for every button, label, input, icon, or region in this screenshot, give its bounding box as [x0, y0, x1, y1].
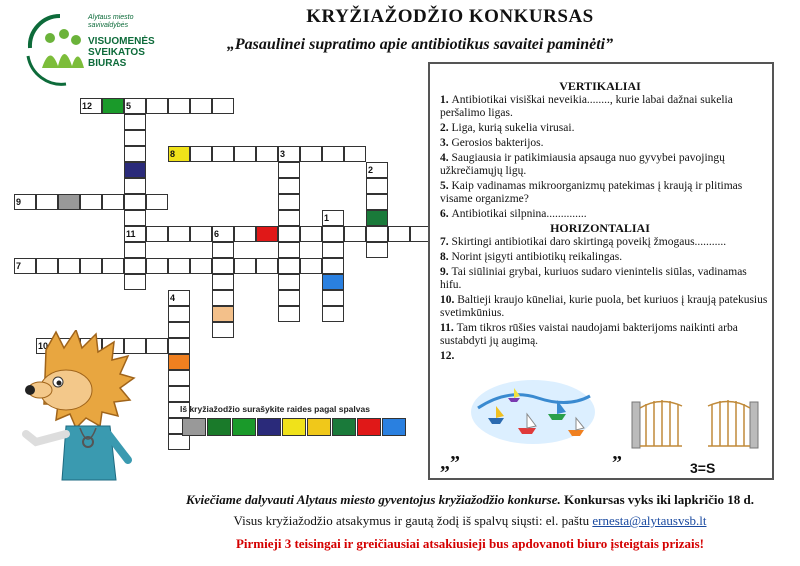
clue-number: 7 [16, 261, 22, 271]
crossword-cell[interactable] [124, 210, 146, 226]
crossword-cell[interactable] [146, 194, 168, 210]
clue-number: 4 [170, 293, 176, 303]
crossword-cell[interactable] [212, 242, 234, 258]
clue-number: 9 [16, 197, 22, 207]
crossword-cell[interactable] [124, 114, 146, 130]
crossword-cell[interactable] [124, 162, 146, 178]
crossword-cell[interactable] [190, 98, 212, 114]
crossword-cell[interactable] [102, 194, 124, 210]
crossword-cell[interactable] [388, 226, 410, 242]
clue-item: 7. Skirtingi antibiotikai daro skirtingą poveikį žmogaus........... [440, 236, 727, 248]
clue-number: 5 [126, 101, 132, 111]
crossword-cell[interactable] [168, 370, 190, 386]
crossword-cell[interactable] [234, 226, 256, 242]
logo-name-text: VISUOMENĖS SVEIKATOS BIURAS [88, 36, 155, 69]
crossword-cell[interactable] [278, 162, 300, 178]
color-key-swatch [182, 418, 206, 436]
crossword-cell[interactable] [168, 338, 190, 354]
footer-prize-note: Pirmieji 3 teisingai ir greičiausiai atsakiusieji bus apdovanoti biuro įsteigtais prizais! [235, 536, 705, 551]
crossword-cell[interactable] [300, 226, 322, 242]
clue-number: 11 [126, 229, 136, 239]
crossword-cell[interactable] [212, 290, 234, 306]
crossword-cell[interactable] [322, 258, 344, 274]
crossword-cell[interactable] [234, 258, 256, 274]
crossword-cell[interactable] [146, 226, 168, 242]
crossword-cell[interactable] [234, 146, 256, 162]
footer-invitation [150, 492, 790, 508]
crossword-cell[interactable] [256, 226, 278, 242]
crossword-cell[interactable] [212, 98, 234, 114]
crossword-cell[interactable] [80, 258, 102, 274]
crossword-cell[interactable] [80, 194, 102, 210]
crossword-cell[interactable] [168, 434, 190, 450]
crossword-cell[interactable] [124, 146, 146, 162]
crossword-cell[interactable] [344, 146, 366, 162]
color-key-swatch [307, 418, 331, 436]
crossword-cell[interactable] [190, 258, 212, 274]
clue-item: 3. Gerosios bakterijos. [440, 137, 544, 149]
crossword-cell[interactable] [190, 226, 212, 242]
crossword-cell[interactable] [124, 178, 146, 194]
crossword-cell[interactable] [212, 146, 234, 162]
crossword-cell[interactable] [278, 226, 300, 242]
boats-illustration [468, 368, 598, 448]
crossword-cell[interactable] [212, 306, 234, 322]
page-title: KRYŽIAŽODŽIO KONKURSAS [306, 6, 594, 27]
crossword-cell[interactable] [366, 178, 388, 194]
clue-number: 2 [368, 165, 374, 175]
clue-number: 8 [170, 149, 176, 159]
crossword-cell[interactable] [322, 242, 344, 258]
footer-deadline: Konkursas vyks iki lapkričio 18 d. [560, 492, 754, 507]
hedgehog-mascot-illustration [6, 330, 156, 490]
crossword-cell[interactable] [300, 146, 322, 162]
crossword-cell[interactable] [102, 258, 124, 274]
crossword-cell[interactable] [322, 226, 344, 242]
crossword-cell[interactable] [124, 258, 146, 274]
clue-item: 8. Norint įsigyti antibiotikų reikalingas. [440, 251, 623, 263]
footer-instructions-text: Visus kryžiažodžio atsakymus ir gautą žodį iš spalvų siųsti: el. paštu [233, 513, 593, 528]
crossword-cell[interactable] [168, 322, 190, 338]
crossword-cell[interactable] [58, 194, 80, 210]
crossword-cell[interactable] [256, 146, 278, 162]
color-key-swatch [207, 418, 231, 436]
crossword-cell[interactable] [124, 194, 146, 210]
crossword-cell[interactable] [278, 194, 300, 210]
crossword-cell[interactable] [366, 210, 388, 226]
page-subtitle: „Pasaulinei supratimo apie antibiotikus savaitei paminėti” [226, 36, 614, 53]
crossword-cell[interactable] [36, 258, 58, 274]
crossword-cell[interactable] [366, 194, 388, 210]
crossword-cell[interactable] [366, 242, 388, 258]
crossword-cell[interactable] [146, 258, 168, 274]
footer-email-link[interactable]: ernesta@alytausvsb.lt [592, 513, 707, 528]
crossword-cell[interactable] [278, 290, 300, 306]
logo-city-text: Alytaus miesto savivaldybės [88, 14, 134, 29]
answer-open-quote: „” [440, 452, 460, 474]
crossword-cell[interactable] [212, 258, 234, 274]
crossword-cell[interactable] [124, 242, 146, 258]
clue-item: 10. Baltieji kraujo kūneliai, kurie puola, bet kuriuos į kraują patekusius svetimkūnius. [440, 294, 768, 319]
crossword-cell[interactable] [190, 146, 212, 162]
clue-item: 4. Saugiausia ir patikimiausia apsauga nuo gyvybei pavojingų užkrečiamųjų ligų. [440, 152, 725, 177]
crossword-cell[interactable] [322, 306, 344, 322]
color-key-swatch [282, 418, 306, 436]
clue-number: 6 [214, 229, 220, 239]
crossword-cell[interactable] [168, 226, 190, 242]
clue-item: 5. Kaip vadinamas mikroorganizmų patekimas į kraują ir plitimas visame organizme? [440, 180, 743, 205]
vertical-heading: VERTIKALIAI [559, 79, 641, 93]
crossword-cell[interactable] [102, 98, 124, 114]
cipher-hint: 3=S [690, 460, 716, 476]
color-key-swatch [382, 418, 406, 436]
clue-item: 6. Antibiotikai silpnina.............. [440, 208, 587, 220]
answer-close-quote: ” [612, 452, 622, 474]
crossword-cell[interactable] [124, 274, 146, 290]
crossword-cell[interactable] [278, 242, 300, 258]
clue-number: 3 [280, 149, 286, 159]
crossword-cell[interactable] [278, 274, 300, 290]
color-key-label: Iš kryžiažodžio surašykite raides pagal spalvas [180, 404, 370, 414]
crossword-cell[interactable] [322, 274, 344, 290]
crossword-cell[interactable] [256, 258, 278, 274]
color-key [182, 418, 407, 436]
clue-item: 2. Liga, kurią sukelia virusai. [440, 122, 575, 134]
clue-item: 9. Tai siūliniai grybai, kuriuos sudaro vienintelis siūlas, vadinamas hifu. [440, 266, 747, 291]
crossword-cell[interactable] [124, 130, 146, 146]
crossword-cell[interactable] [168, 386, 190, 402]
crossword-cell[interactable] [322, 290, 344, 306]
clue-item: 12. [440, 350, 455, 362]
color-key-swatch [357, 418, 381, 436]
clue-item: 11. Tam tikros rūšies vaistai naudojami bakterijoms naikinti arba sustabdyti jų augimą. [440, 322, 738, 347]
color-key-swatch [332, 418, 356, 436]
crossword-cell[interactable] [278, 306, 300, 322]
crossword-cell[interactable] [212, 322, 234, 338]
crossword-cell[interactable] [168, 98, 190, 114]
clue-number: 1 [324, 213, 330, 223]
crossword-cell[interactable] [366, 226, 388, 242]
color-key-swatch [232, 418, 256, 436]
crossword-cell[interactable] [300, 258, 322, 274]
crossword-cell[interactable] [168, 258, 190, 274]
crossword-cell[interactable] [278, 178, 300, 194]
crossword-cell[interactable] [344, 226, 366, 242]
crossword-cell[interactable] [58, 258, 80, 274]
crossword-cell[interactable] [278, 258, 300, 274]
clue-number: 12 [82, 101, 93, 111]
horizontal-heading: HORIZONTALIAI [550, 221, 650, 235]
color-key-swatch [257, 418, 281, 436]
crossword-cell[interactable] [168, 306, 190, 322]
clue-number: 10 [38, 341, 49, 351]
crossword-cell[interactable] [322, 146, 344, 162]
crossword-cell[interactable] [146, 98, 168, 114]
crossword-cell[interactable] [168, 354, 190, 370]
crossword-cell[interactable] [36, 194, 58, 210]
crossword-cell[interactable] [278, 210, 300, 226]
clue-item: 1. Antibiotikai visiškai neveikia........, kurie labai dažnai sukelia peršalimo ligas. [440, 94, 733, 119]
footer-instructions [150, 513, 790, 529]
footer-invitation-italic: Kviečiame dalyvauti Alytaus miesto gyventojus kryžiažodžio konkurse. [186, 492, 561, 507]
crossword-cell[interactable] [212, 274, 234, 290]
gate-illustration [630, 388, 760, 450]
